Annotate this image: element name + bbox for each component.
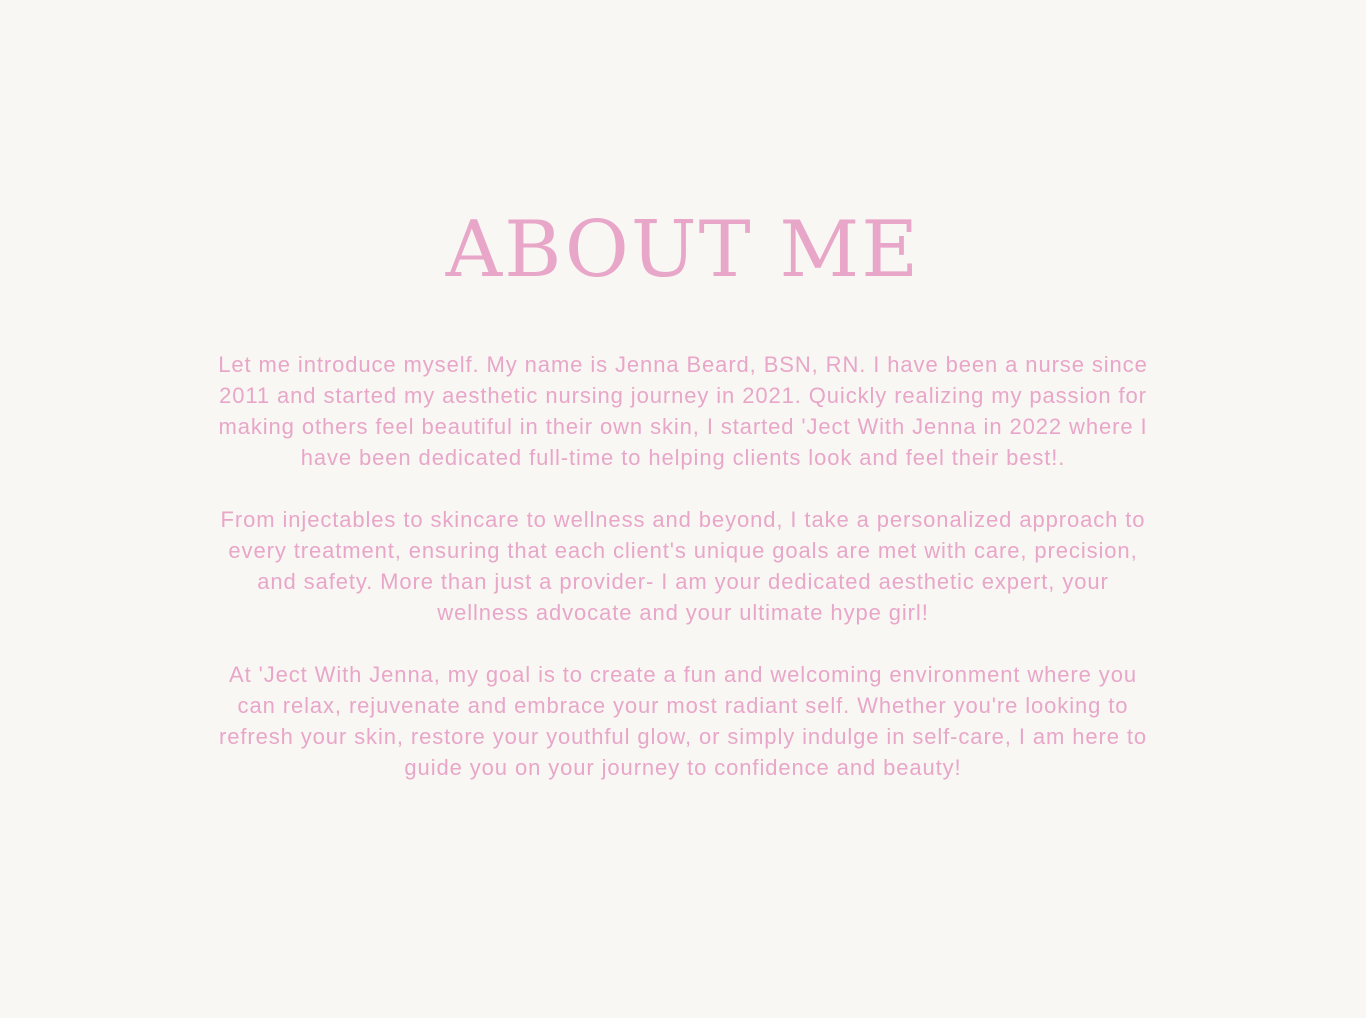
- about-paragraph-intro: Let me introduce myself. My name is Jenna Beard, BSN, RN. I have been a nurse since 2011 and started my aesthetic nursing journey in 2021. Quickly realizing my passion for making others feel beautiful in their own skin, I started 'Ject With Jenna in 2022 where I have been dedicated full-time to helping clients look and feel their best!.: [218, 352, 1148, 470]
- about-paragraph-approach: From injectables to skincare to wellness and beyond, I take a personalized approach to every treatment, ensuring that each client's unique goals are met with care, precision, and safety. More than just a provider- I am your dedicated aesthetic expert, your wellness advocate and your ultimate hype girl!: [220, 507, 1146, 625]
- about-paragraph-goal: At 'Ject With Jenna, my goal is to create a fun and welcoming environment where you can relax, rejuvenate and embrace your most radiant self. Whether you're looking to refresh your skin, restore your youthful glow, or simply indulge in self-care, I am here to guide you on your journey to confidence and beauty!: [218, 662, 1148, 780]
- page-title: ABOUT ME: [445, 205, 921, 295]
- about-text-block: [213, 349, 1153, 814]
